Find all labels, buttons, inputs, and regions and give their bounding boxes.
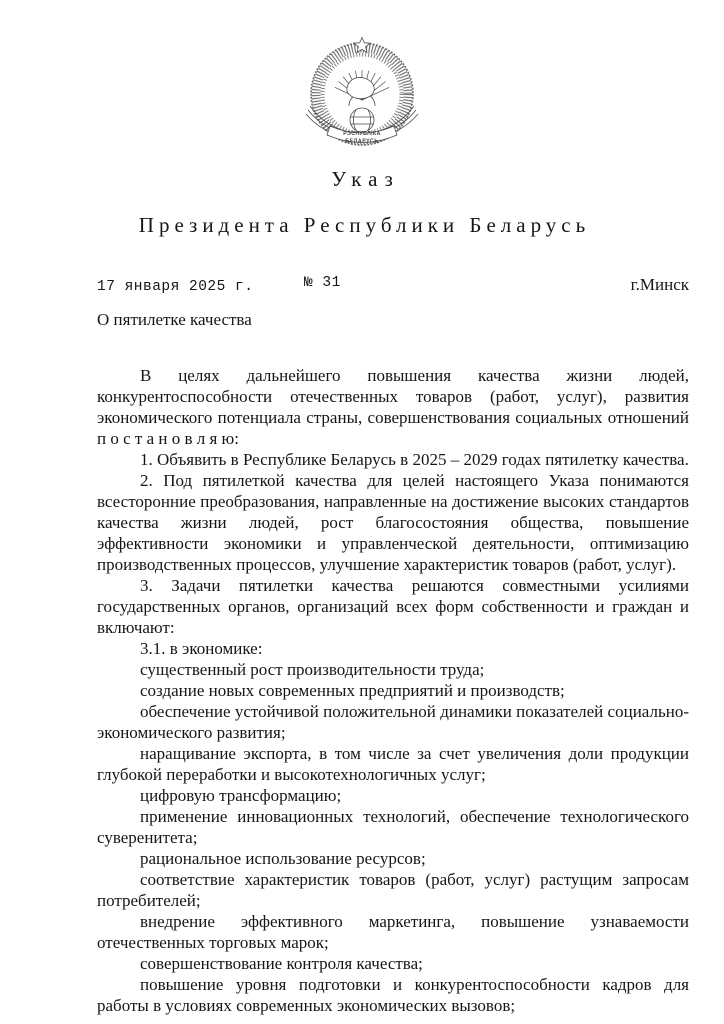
document-body [97, 365, 689, 1016]
paragraph-task: создание новых современных предприятий и производств; [140, 681, 565, 700]
document-type-title: Указ [331, 167, 400, 191]
paragraph-task: обеспечение устойчивой положительной динамики показателей социально-экономического развития; [97, 702, 689, 742]
document-meta-row [97, 275, 689, 296]
paragraph-preamble: В целях дальнейшего повышения качества жизни людей, конкурентоспособности отечественных товаров (работ, услуг), развития экономического потенциала страны, совершенствования социальных отношений п о с т а н о в л я ю: [97, 366, 689, 448]
document-city: г.Минск [630, 275, 689, 294]
paragraph-item-3-1: 3.1. в экономике: [140, 639, 263, 658]
paragraph-task: рациональное использование ресурсов; [140, 849, 426, 868]
paragraph-task: наращивание экспорта, в том числе за счет увеличения доли продукции глубокой переработки и высокотехнологичных услуг; [97, 744, 689, 784]
paragraph-item-3: 3. Задачи пятилетки качества решаются совместными усилиями государственных органов, организаций всех форм собственности и граждан и включают: [97, 576, 689, 637]
paragraph-task: внедрение эффективного маркетинга, повышение узнаваемости отечественных торговых марок; [97, 912, 689, 952]
paragraph-task: цифровую трансформацию; [140, 786, 342, 805]
paragraph-item-2: 2. Под пятилеткой качества для целей настоящего Указа понимаются всесторонние преобразования, направленные на достижение высоких стандартов качества жизни людей, рост благосостояния общества, повышение эффективности экономики и управленческой деятельности, оптимизацию производственных процессов, улучшение характеристик товаров (работ, услуг). [97, 471, 689, 574]
paragraph-task: совершенствование контроля качества; [140, 954, 423, 973]
paragraph-task: соответствие характеристик товаров (работ, услуг) растущим запросам потребителей; [97, 870, 689, 910]
paragraph-task: повышение уровня подготовки и конкурентоспособности кадров для работы в условиях современных экономических вызовов; [97, 975, 689, 1015]
coat-of-arms-icon [296, 36, 428, 150]
paragraph-item-1: 1. Объявить в Республике Беларусь в 2025 – 2029 годах пятилетку качества. [140, 450, 689, 469]
document-date: 17 января 2025 г. [97, 279, 254, 295]
document-subject: О пятилетке качества [97, 310, 252, 329]
document-number: № 31 [304, 275, 341, 291]
paragraph-task: существенный рост производительности труда; [140, 660, 485, 679]
document-issuer-title: Президента Республики Беларусь [138, 213, 591, 237]
coat-of-arms-belarus [296, 36, 428, 150]
paragraph-task: применение инновационных технологий, обеспечение технологического суверенитета; [97, 807, 689, 847]
emblem-ribbon-text-line2: БЕЛАРУСЬ [345, 138, 379, 145]
emblem-ribbon-text-line1: РЭСПУБЛІКА [343, 131, 381, 137]
